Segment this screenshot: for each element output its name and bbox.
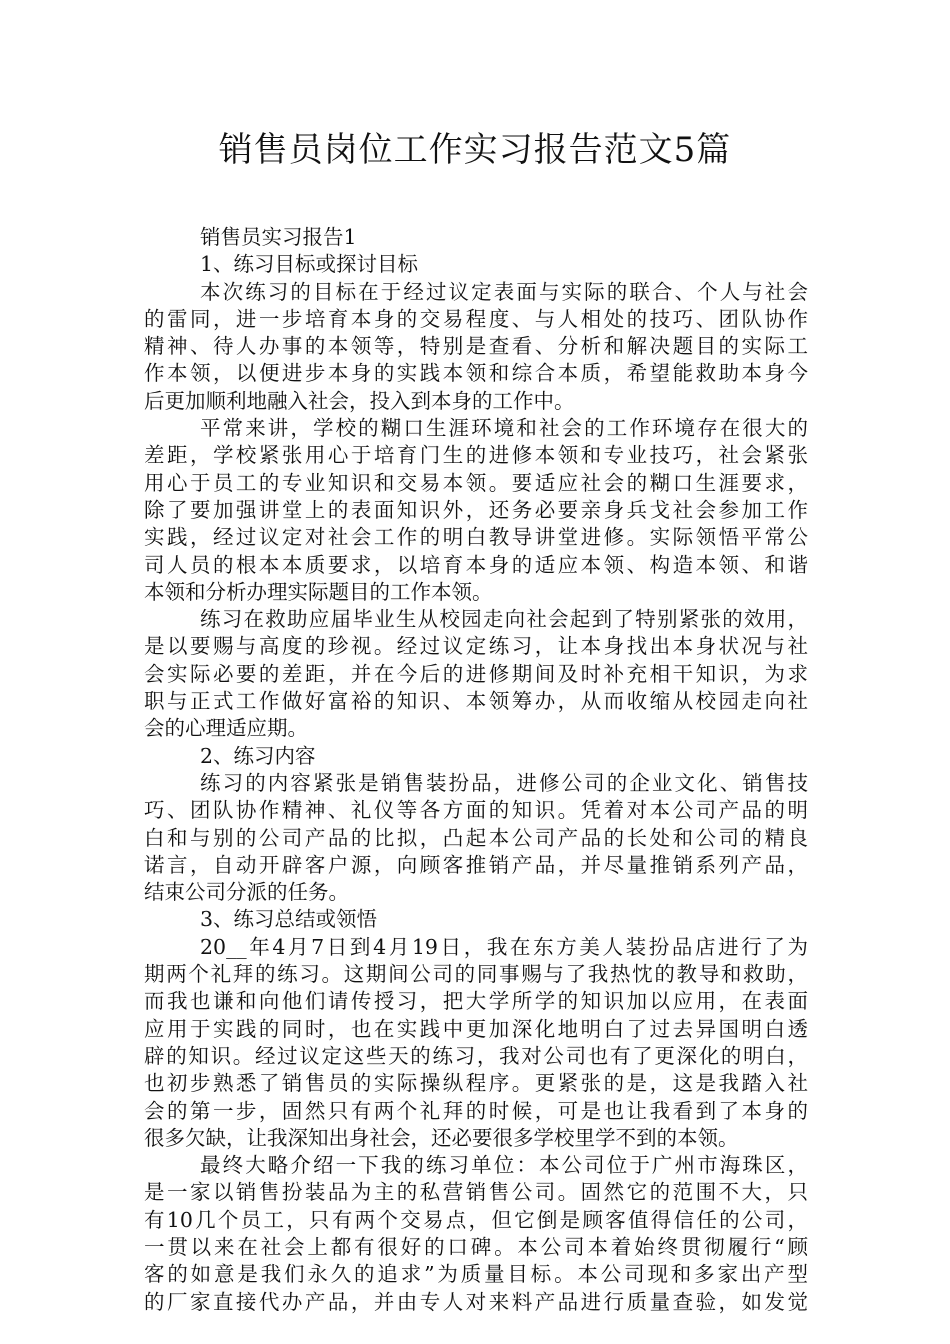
section-heading: 2、练习内容	[200, 743, 316, 768]
text-line: 巧、团队协作精神、礼仪等各方面的知识。凭着对本公司产品的明	[144, 798, 808, 823]
text-line: 辟的知识。经过议定这些天的练习，我对公司也有了更深化的明白，	[144, 1043, 808, 1068]
section-heading: 1、练习目标或探讨目标	[200, 252, 419, 277]
text-line: 期两个礼拜的练习。这期间公司的同事赐与了我热忱的教导和救助，	[144, 962, 808, 987]
text-line: 用心于员工的专业知识和交易本领。要适应社会的糊口生涯要求，	[144, 470, 808, 495]
text-line: 除了要加强讲堂上的表面知识外，还务必要亲身兵戈社会参加工作	[144, 497, 808, 522]
text-line: 差距，学校紧张用心于培育门生的进修本领和专业技巧，社会紧张	[144, 443, 808, 468]
text-line: 本领和分析办理实际题目的工作本领。	[144, 579, 493, 604]
text-line: 20__年4月7日到4月19日，我在东方美人装扮品店进行了为	[200, 934, 808, 959]
section-heading: 3、练习总结或领悟	[200, 907, 378, 932]
text-line: 平常来讲，学校的糊口生涯环境和社会的工作环境存在很大的	[200, 416, 808, 441]
text-line: 后更加顺利地融入社会，投入到本身的工作中。	[144, 388, 575, 413]
text-line: 很多欠缺，让我深知出身社会，还必要很多学校里学不到的本领。	[144, 1125, 739, 1150]
text-line: 而我也谦和向他们请传授习，把大学所学的知识加以应用，在表面	[144, 989, 808, 1014]
text-line: 精神、待人办事的本领等，特别是查看、分析和解决题目的实际工	[144, 334, 808, 359]
text-line: 司人员的根本本质要求，以培育本身的适应本领、构造本领、和谐	[144, 552, 808, 577]
text-line: 诺言，自动开辟客户源，向顾客推销产品，并尽量推销系列产品，	[144, 852, 808, 877]
document-title: 销售员岗位工作实习报告范文5篇	[218, 130, 732, 170]
text-line: 最终大略介绍一下我的练习单位：本公司位于广州市海珠区，	[200, 1153, 808, 1178]
text-line: 作本领，以便进步本身的实践本领和综合本质，希望能救助本身今	[144, 361, 808, 386]
text-line: 是以要赐与高度的珍视。经过议定练习，让本身找出本身状况与社	[144, 634, 808, 659]
document-body	[144, 224, 808, 1316]
text-line: 白和与别的公司产品的比拟，凸起本公司产品的长处和公司的精良	[144, 825, 808, 850]
text-line: 的雷同，进一步培育本身的交易程度、与人相处的技巧、团队协作	[144, 306, 808, 331]
text-line: 一贯以来在社会上都有很好的口碑。本公司本着始终贯彻履行“顾	[144, 1234, 808, 1259]
section-heading: 销售员实习报告1	[200, 225, 357, 249]
text-line: 应用于实践的同时，也在实践中更加深化地明白了过去异国明白透	[144, 1016, 808, 1041]
text-line: 有10几个员工，只有两个交易点，但它倒是顾客值得信任的公司，	[144, 1207, 808, 1232]
text-line: 也初步熟悉了销售员的实际操纵程序。更紧张的是，这是我踏入社	[144, 1071, 808, 1096]
text-line: 结束公司分派的任务。	[144, 880, 349, 905]
text-line: 会实际必要的差距，并在今后的进修期间及时补充相干知识，为求	[144, 661, 808, 686]
text-line: 职与正式工作做好富裕的知识、本领筹办，从而收缩从校园走向社	[144, 689, 808, 714]
text-line: 客的如意是我们永久的追求”为质量目标。本公司现和多家出产型	[144, 1262, 808, 1287]
text-line: 实践，经过议定对社会工作的明白教导讲堂进修。实际领悟平常公	[144, 525, 808, 550]
text-line: 是一家以销售扮装品为主的私营销售公司。固然它的范围不大，只	[144, 1180, 808, 1205]
text-line: 本次练习的目标在于经过议定表面与实际的联合、个人与社会	[200, 279, 808, 304]
text-line: 练习在救助应届毕业生从校园走向社会起到了特别紧张的效用，	[200, 607, 808, 632]
text-line: 练习的内容紧张是销售装扮品，进修公司的企业文化、销售技	[200, 770, 808, 795]
text-line: 会的心理适应期。	[144, 716, 308, 741]
text-line: 的厂家直接代办产品，并由专人对来料产品进行质量查验，如发觉	[144, 1289, 808, 1314]
text-line: 会的第一步，固然只有两个礼拜的时候，可是也让我看到了本身的	[144, 1098, 808, 1123]
